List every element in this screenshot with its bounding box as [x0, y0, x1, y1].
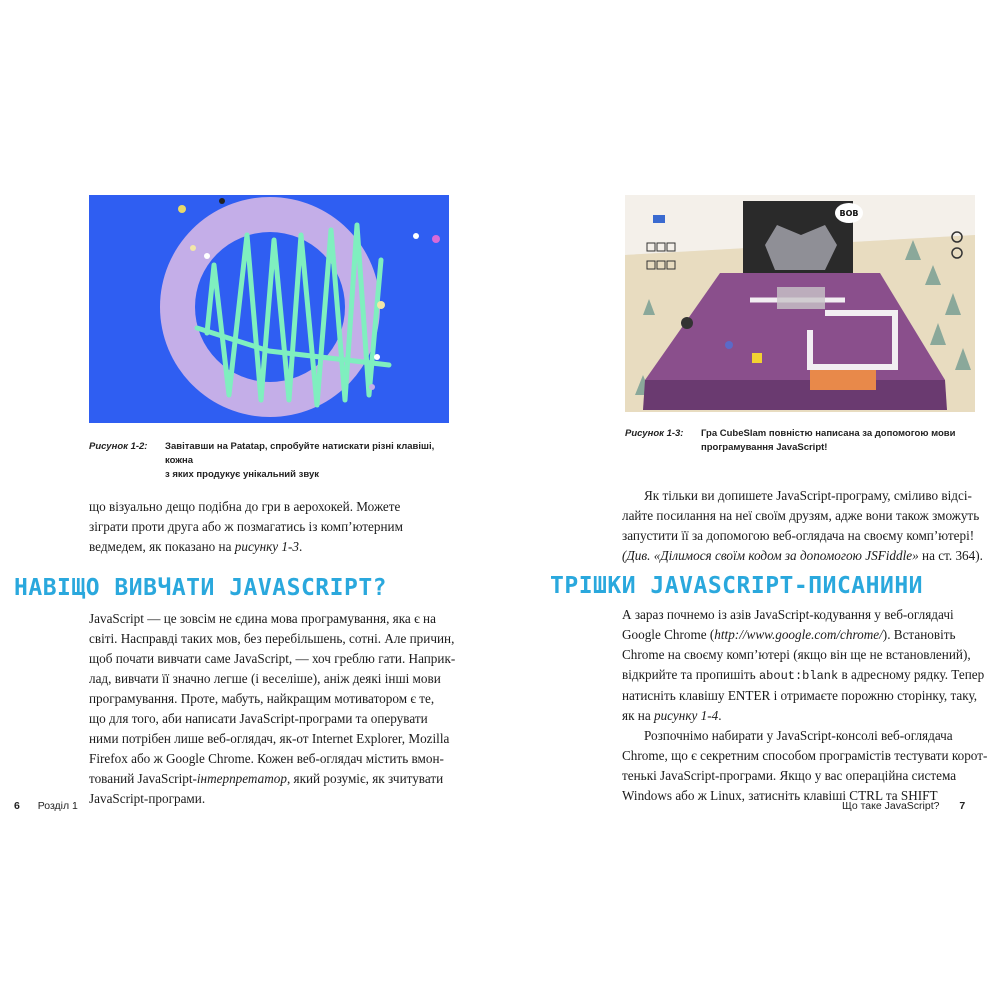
text-line: зіграти проти друга або ж позмагатись із комп’ютерним: [89, 519, 403, 534]
page-folio: [14, 800, 78, 812]
cubeslam-screenshot: [625, 195, 975, 412]
caption-text: Завітавши на Patatap, спробуйте натискати різні клавіші, кожна з яких продукує унікальний звук: [165, 441, 435, 480]
figure-reference: рисунку 1-4: [653, 708, 719, 723]
chapter-label: Що таке JavaScript?: [842, 800, 940, 812]
code-about-blank: about:blank: [758, 669, 839, 683]
section-heading: НАВІЩО ВИВЧАТИ JAVASCRIPT?: [14, 575, 388, 601]
body-paragraph: А зараз почнемо із азів JavaScript-кодування у веб-оглядачі Google Chrome (http://www.google.com/chrome/). Встановіть Chrome на своєму комп’ютері (якщо він ще не встановлений), відкрийте та пропишіть about:blank в адресному рядку. Тепер натисніть клавішу ENTER і отримаєте порожню сторінку, таку, як на рисунку 1-4. Розпочнімо набирати у JavaScript-консолі веб-оглядача Chrome, що є секретним способом програмістів тестувати корот- тенькі JavaScript-програми. Якщо у вас операційна система Windows або ж Linux, затисніть клавіші CTRL та SHIFT: [622, 607, 988, 803]
patatap-illustration: [89, 195, 449, 423]
page-number: 7: [959, 800, 966, 812]
intro-paragraph: Як тільки ви допишете JavaScript-програму, сміливо відсі- лайте посилання на неї своїм друзям, адже вони також зможуть запустити її за допомогою веб-оглядача на своєму комп’ютері! (Див. «Ділимося своїм кодом за допомогою JSFiddle» на ст. 364).: [622, 488, 983, 563]
cross-reference: (Див. «Ділимося своїм кодом за допомогою JSFiddle»: [622, 548, 919, 563]
patatap-figure: [89, 195, 449, 423]
text-line: ведмедем, як показано на рисунку 1-3.: [89, 539, 303, 554]
page-number: 6: [14, 800, 20, 812]
section-heading: ТРІШКИ JAVASCRIPT-ПИСАНИНИ: [550, 573, 924, 599]
chrome-url: http://www.google.com/chrome/: [714, 627, 883, 642]
intro-paragraph: [89, 497, 449, 557]
figure-reference: рисунку 1-3: [234, 539, 300, 554]
cubeslam-figure: [625, 195, 975, 412]
figure-caption: [89, 440, 449, 480]
figure-caption: [625, 427, 985, 457]
caption-label: Рисунок 1-3:: [625, 428, 684, 439]
right-page: [500, 0, 1000, 1000]
body-paragraph: JavaScript — це зовсім не єдина мова програмування, яка є на світі. Насправді таких мов, без перебільшень, сотні. Але причин, щоб почати вивчати саме JavaScript, — хоч греблю гати. Наприк- лад, вивчати її значно легше (і веселіше), аніж деякі інші мови програмування. Проте, мабуть, найкращим мотиватором є те, що для того, аби написати JavaScript-програми та оперувати ними потрібен лише веб-оглядач, як-от Internet Explorer, Mozilla Firefox або ж Google Chrome. Кожен веб-оглядач містить вмон- тований JavaScript-інтерпретатор, який розуміє, як зчитувати JavaScript-програми.: [89, 611, 456, 806]
page-folio: [842, 800, 965, 812]
chapter-label: Розділ 1: [37, 800, 78, 812]
text-line: що візуально дещо подібна до гри в аерохокей. Можете: [89, 499, 401, 514]
caption-text: Гра CubeSlam повністю написана за допомогою мови програмування JavaScript!: [701, 428, 956, 453]
caption-label: Рисунок 1-2:: [89, 441, 148, 452]
bob-label: BOB: [839, 209, 859, 218]
